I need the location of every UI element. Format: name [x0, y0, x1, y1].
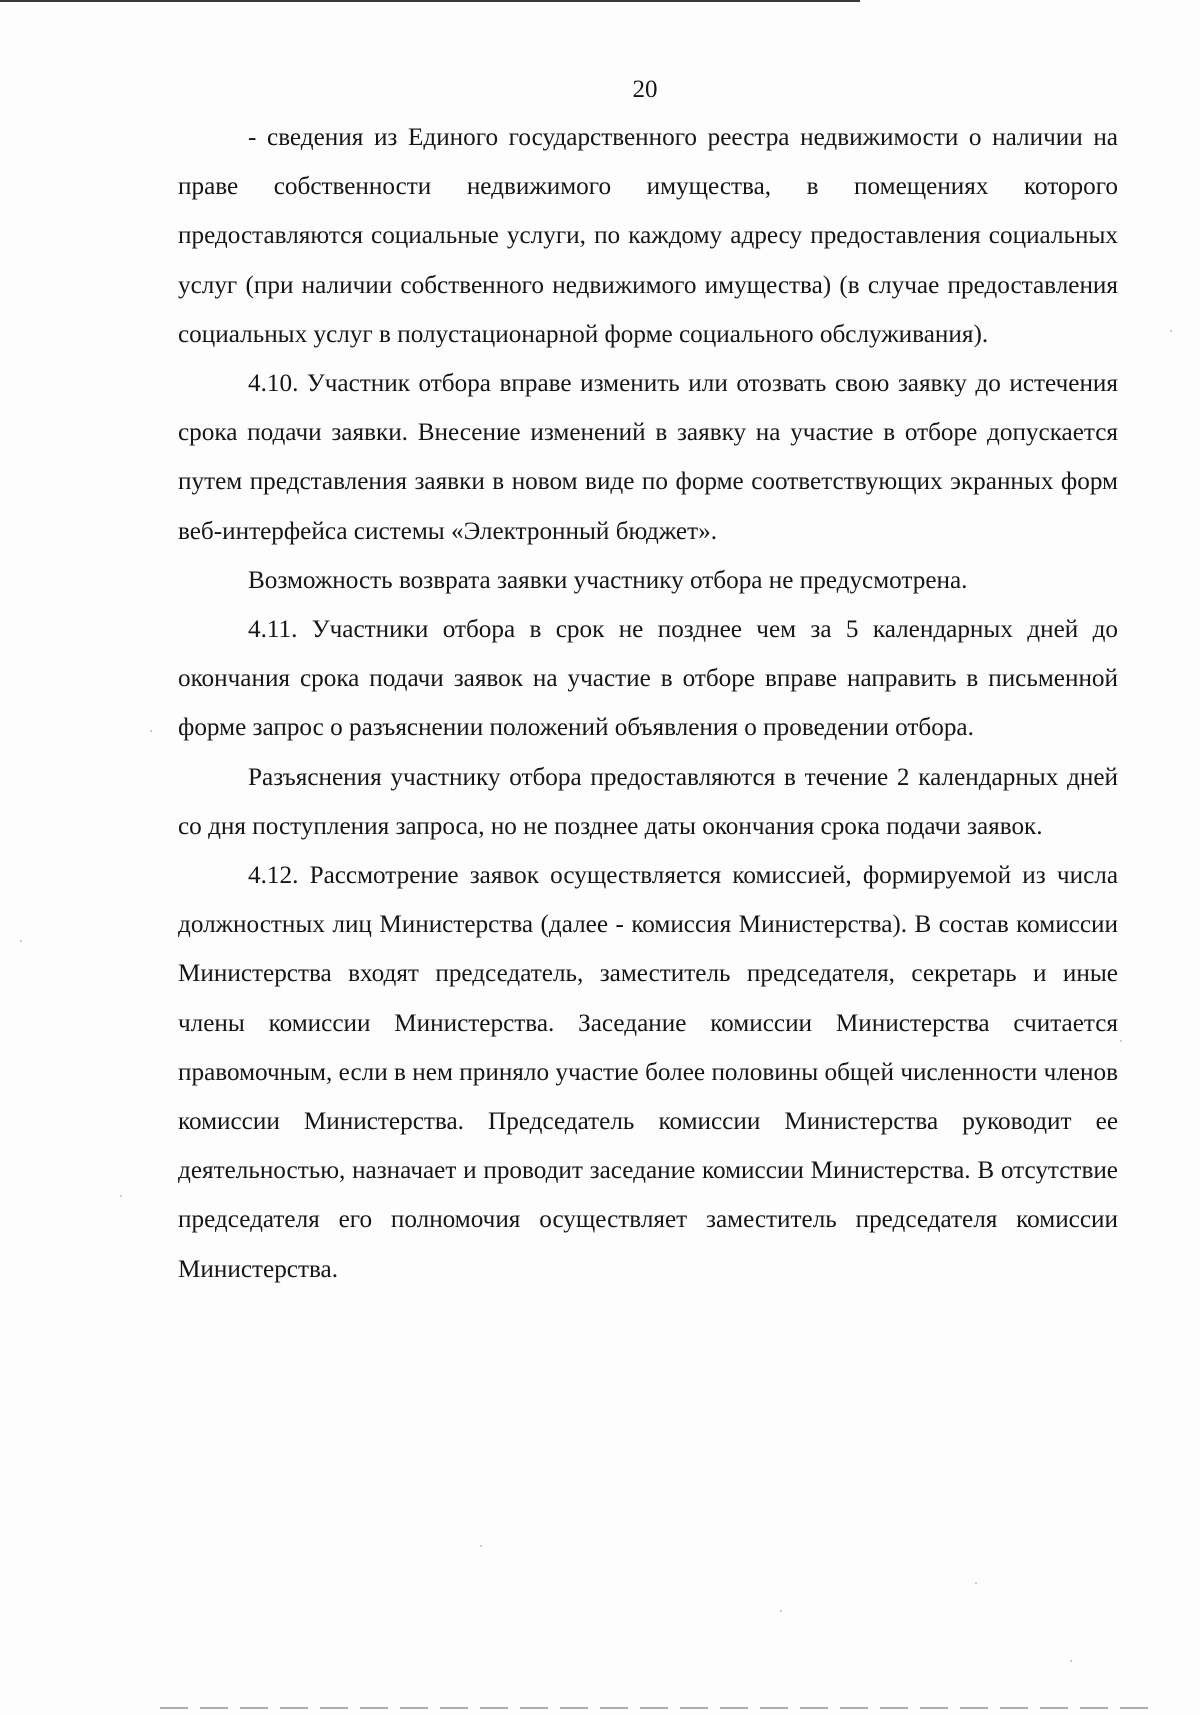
scan-speck [120, 1195, 122, 1197]
page-number: 20 [632, 76, 658, 103]
scan-speck [480, 1545, 482, 1547]
paragraph-clarifications: Разъяснения участнику отбора предоставляются в течение 2 календарных дней со дня поступления запроса, но не позднее даты окончания срока подачи заявок. [178, 763, 1118, 840]
paragraph-4-10: 4.10. Участник отбора вправе изменить или отозвать свою заявку до истечения срока подачи заявки. Внесение изменений в заявку на участие в отборе допускается путем представления заявки в новом виде по форме соответствующих экранных форм веб-интерфейса системы «Электронный бюджет». [178, 370, 1118, 545]
document-body [178, 113, 1118, 1294]
scan-bottom-edge [160, 1707, 1150, 1709]
scan-speck [1170, 330, 1172, 332]
paragraph-egrn-info: - сведения из Единого государственного реестра недвижимости о наличии на праве собственности недвижимого имущества, в помещениях которого предоставляются социальные услуги, по каждому адресу предоставления социальных услуг (при наличии собственного недвижимого имущества) (в случае предоставления социальных услуг в полустационарной форме социального обслуживания). [178, 124, 1118, 348]
paragraph-4-11: 4.11. Участники отбора в срок не позднее чем за 5 календарных дней до окончания срока подачи заявок на участие в отборе вправе направить в письменной форме запрос о разъяснении положений объявления о проведении отбора. [178, 616, 1118, 742]
scan-speck [1070, 1660, 1072, 1662]
scan-speck [1120, 1040, 1122, 1042]
scan-speck [20, 940, 22, 942]
scan-top-edge [0, 0, 860, 2]
paragraph-4-12: 4.12. Рассмотрение заявок осуществляется комиссией, формируемой из числа должностных лиц Министерства (далее - комиссия Министерства). В состав комиссии Министерства входят председатель, заместитель председателя, секретарь и иные члены комиссии Министерства. Заседание комиссии Министерства считается правомочным, если в нем приняло участие более половины общей численности членов комиссии Министерства. Председатель комиссии Министерства руководит ее деятельностью, назначает и проводит заседание комиссии Министерства. В отсутствие председателя его полномочия осуществляет заместитель председателя комиссии Министерства. [178, 862, 1118, 1283]
paragraph-no-return: Возможность возврата заявки участнику отбора не предусмотрена. [248, 566, 968, 594]
scan-speck [975, 1582, 977, 1584]
scan-speck [780, 1610, 782, 1612]
scan-speck [150, 730, 152, 732]
